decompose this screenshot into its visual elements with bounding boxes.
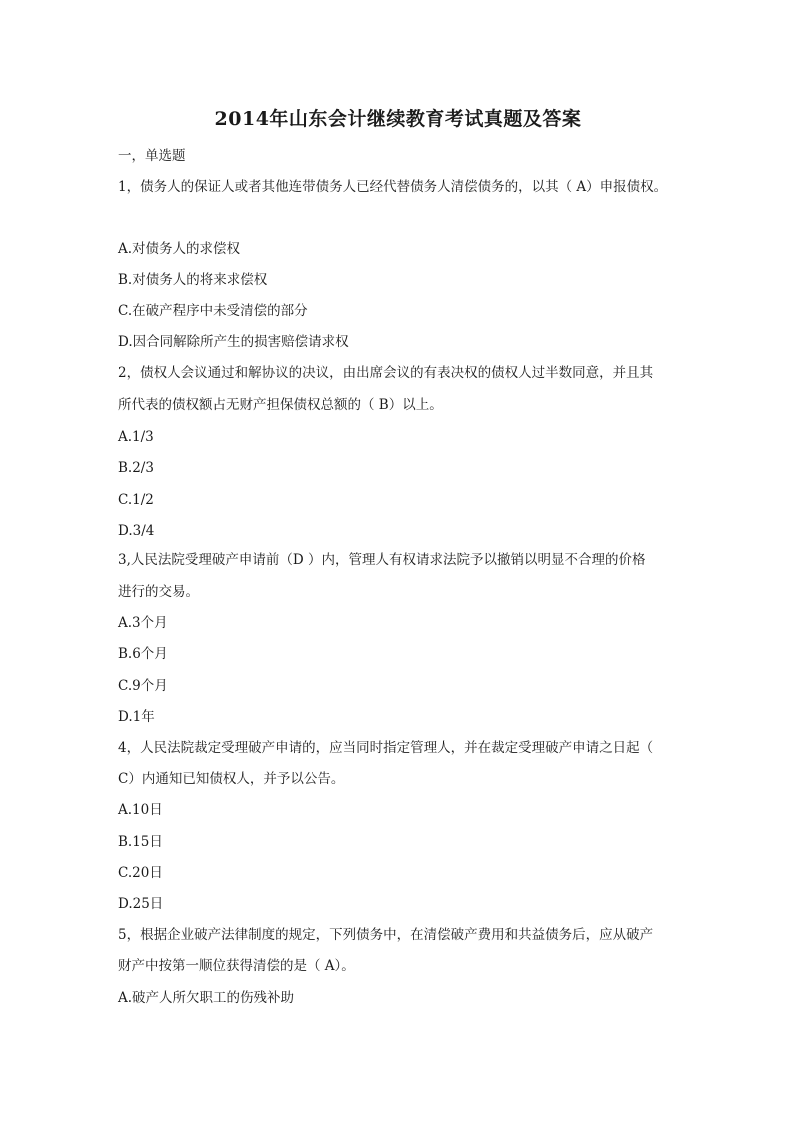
question-3-option-c: C.9个月 xyxy=(118,678,168,694)
question-3-option-d: D.1年 xyxy=(118,709,155,725)
question-4-stem-line-2: C）内通知已知债权人，并予以公告。 xyxy=(118,771,345,787)
question-4-option-b: B.15日 xyxy=(118,834,163,850)
question-2-stem-line-2: 所代表的债权额占无财产担保债权总额的（ B）以上。 xyxy=(118,397,443,413)
question-3-stem-line-1: 3,人民法院受理破产申请前（D ）内，管理人有权请求法院予以撤销以明显不合理的价格 xyxy=(118,552,646,568)
question-3-option-a: A.3个月 xyxy=(118,615,168,631)
question-2-option-d: D.3/4 xyxy=(118,523,155,539)
document-title: 2014年山东会计继续教育考试真题及答案 xyxy=(214,108,582,130)
question-5-stem-line-2: 财产中按第一顺位获得清偿的是（ A）。 xyxy=(118,958,355,974)
question-2-option-c: C.1/2 xyxy=(118,492,154,508)
question-1-stem: 1，债务人的保证人或者其他连带债务人已经代替债务人清偿债务的，以其（ A）申报债权。 xyxy=(118,179,668,195)
question-5-stem-line-1: 5，根据企业破产法律制度的规定，下列债务中，在清偿破产费用和共益债务后，应从破产 xyxy=(118,927,654,943)
question-2-stem-line-1: 2，债权人会议通过和解协议的决议，由出席会议的有表决权的债权人过半数同意，并且其 xyxy=(118,365,654,381)
question-3-option-b: B.6个月 xyxy=(118,646,168,662)
section-heading: 一，单选题 xyxy=(118,148,186,164)
question-1-option-d: D.因合同解除所产生的损害赔偿请求权 xyxy=(118,334,349,350)
question-4-option-a: A.10日 xyxy=(118,802,163,818)
question-1-option-c: C.在破产程序中未受清偿的部分 xyxy=(118,303,308,319)
question-1-option-a: A.对债务人的求偿权 xyxy=(118,241,241,257)
question-4-option-c: C.20日 xyxy=(118,865,163,881)
question-2-option-a: A.1/3 xyxy=(118,429,154,445)
question-1-option-b: B.对债务人的将来求偿权 xyxy=(118,272,268,288)
question-2-option-b: B.2/3 xyxy=(118,460,154,476)
question-4-option-d: D.25日 xyxy=(118,896,164,912)
question-3-stem-line-2: 进行的交易。 xyxy=(118,584,199,600)
question-5-option-a: A.破产人所欠职工的伤残补助 xyxy=(118,990,295,1006)
question-4-stem-line-1: 4，人民法院裁定受理破产申请的，应当同时指定管理人，并在裁定受理破产申请之日起（ xyxy=(118,740,654,756)
